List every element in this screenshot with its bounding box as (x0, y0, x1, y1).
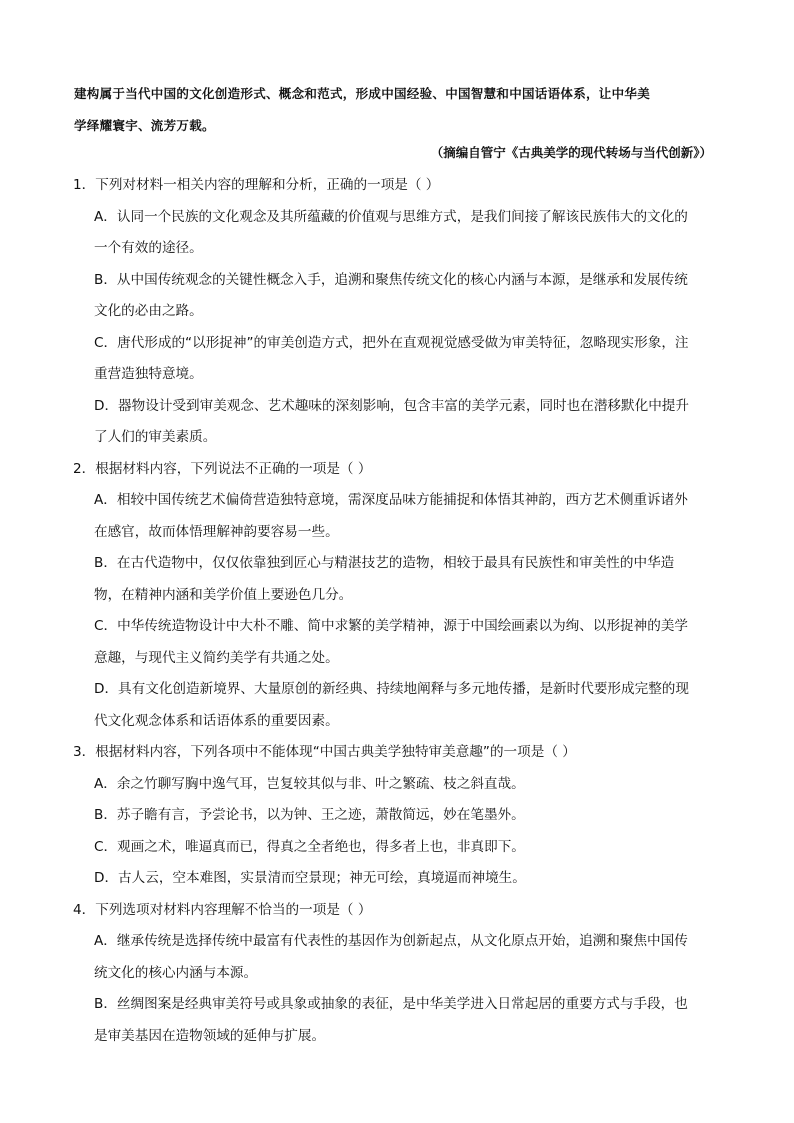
option-a (73, 485, 723, 548)
option-text: 文化的必由之路。 (94, 303, 203, 319)
option-text: A．认同一个民族的文化观念及其所蕴藏的价值观与思维方式，是我们间接了解该民族伟大的文化的 (94, 208, 688, 225)
option-text: C．观画之术，唯逼真而已，得真之全者绝也，得多者上也，非真即下。 (94, 838, 525, 855)
option-text: B．从中国传统观念的关键性概念入手，追溯和聚焦传统文化的核心内涵与本源，是继承和发展传统 (94, 271, 688, 288)
option-text: 在感官，故而体悟理解神韵要容易一些。 (94, 523, 339, 540)
option-d (73, 674, 723, 737)
option-b (73, 548, 723, 611)
option-c (73, 832, 723, 864)
option-c (73, 328, 723, 391)
intro-paragraph (74, 78, 720, 142)
option-text: 是审美基因在造物领域的延伸与扩展。 (94, 1027, 326, 1044)
question-2 (73, 454, 723, 738)
option-b (73, 800, 723, 832)
source-citation: （摘编自管宁《古典美学的现代转场与当代创新》） (430, 145, 712, 160)
question-list (73, 170, 723, 1052)
option-d (73, 863, 723, 895)
option-text: B．丝绸图案是经典审美符号或具象或抽象的表征，是中华美学进入日常起居的重要方式与手段，也 (94, 996, 688, 1012)
question-stem: 2．根据材料内容，下列说法不正确的一项是（ ） (73, 460, 372, 477)
option-text: D．器物设计受到审美观念、艺术趣味的深刻影响，包含丰富的美学元素，同时也在潜移默化中提升 (94, 397, 689, 414)
option-text: B．苏子瞻有言，予尝论书，以为钟、王之迹，萧散简远，妙在笔墨外。 (94, 807, 525, 823)
question-1 (73, 170, 723, 454)
option-text: 代文化观念体系和话语体系的重要因素。 (94, 712, 339, 729)
option-text: D．古人云，空本难图，实景清而空景现；神无可绘，真境逼而神境生。 (94, 870, 526, 886)
option-text: 意趣，与现代主义简约美学有共通之处。 (94, 649, 339, 666)
option-d (73, 391, 723, 454)
option-b (73, 265, 723, 328)
option-text: 重营造独特意境。 (94, 366, 203, 382)
option-text: 物，在精神内涵和美学价值上要逊色几分。 (94, 586, 353, 603)
option-text: 统文化的核心内涵与本源。 (94, 964, 258, 981)
intro-line: 学绎耀寰宇、流芳万载。 (74, 118, 215, 133)
option-text: A．相较中国传统艺术偏倚营造独特意境，需深度品味方能捕捉和体悟其神韵，西方艺术侧重诉诸外 (94, 492, 688, 508)
option-a (73, 769, 723, 801)
option-text: C．中华传统造物设计中大朴不雕、简中求繁的美学精神，源于中国绘画素以为绚、以形捉神的美学 (94, 618, 689, 634)
option-text: B．在古代造物中，仅仅依靠独到匠心与精湛技艺的造物，相较于最具有民族性和审美性的中华造 (94, 555, 675, 571)
option-text: 一个有效的途径。 (94, 240, 203, 256)
option-b (73, 989, 723, 1052)
question-3 (73, 737, 723, 895)
option-c (73, 611, 723, 674)
option-text: A．余之竹聊写胸中逸气耳，岂复较其似与非、叶之繁疏、枝之斜直哉。 (94, 775, 525, 792)
question-stem: 1．下列对材料一相关内容的理解和分析，正确的一项是（ ） (73, 177, 440, 193)
question-stem: 3．根据材料内容，下列各项中不能体现“中国古典美学独特审美意趣”的一项是（ ） (73, 744, 576, 760)
option-text: 了人们的审美素质。 (94, 429, 217, 445)
option-a (73, 926, 723, 989)
question-stem: 4．下列选项对材料内容理解不恰当的一项是（ ） (73, 901, 372, 918)
question-4 (73, 895, 723, 1053)
option-a (73, 202, 723, 265)
option-text: A．继承传统是选择传统中最富有代表性的基因作为创新起点，从文化原点开始，追溯和聚焦中国传 (94, 933, 688, 949)
option-text: C．唐代形成的“以形捉神”的审美创造方式，把外在直观视觉感受做为审美特征，忽略现实形象，注 (94, 334, 689, 351)
intro-line: 建构属于当代中国的文化创造形式、概念和范式，形成中国经验、中国智慧和中国话语体系，让中华美 (74, 86, 651, 101)
option-text: D．具有文化创造新境界、大量原创的新经典、持续地阐释与多元地传播，是新时代要形成完整的现 (94, 681, 689, 697)
